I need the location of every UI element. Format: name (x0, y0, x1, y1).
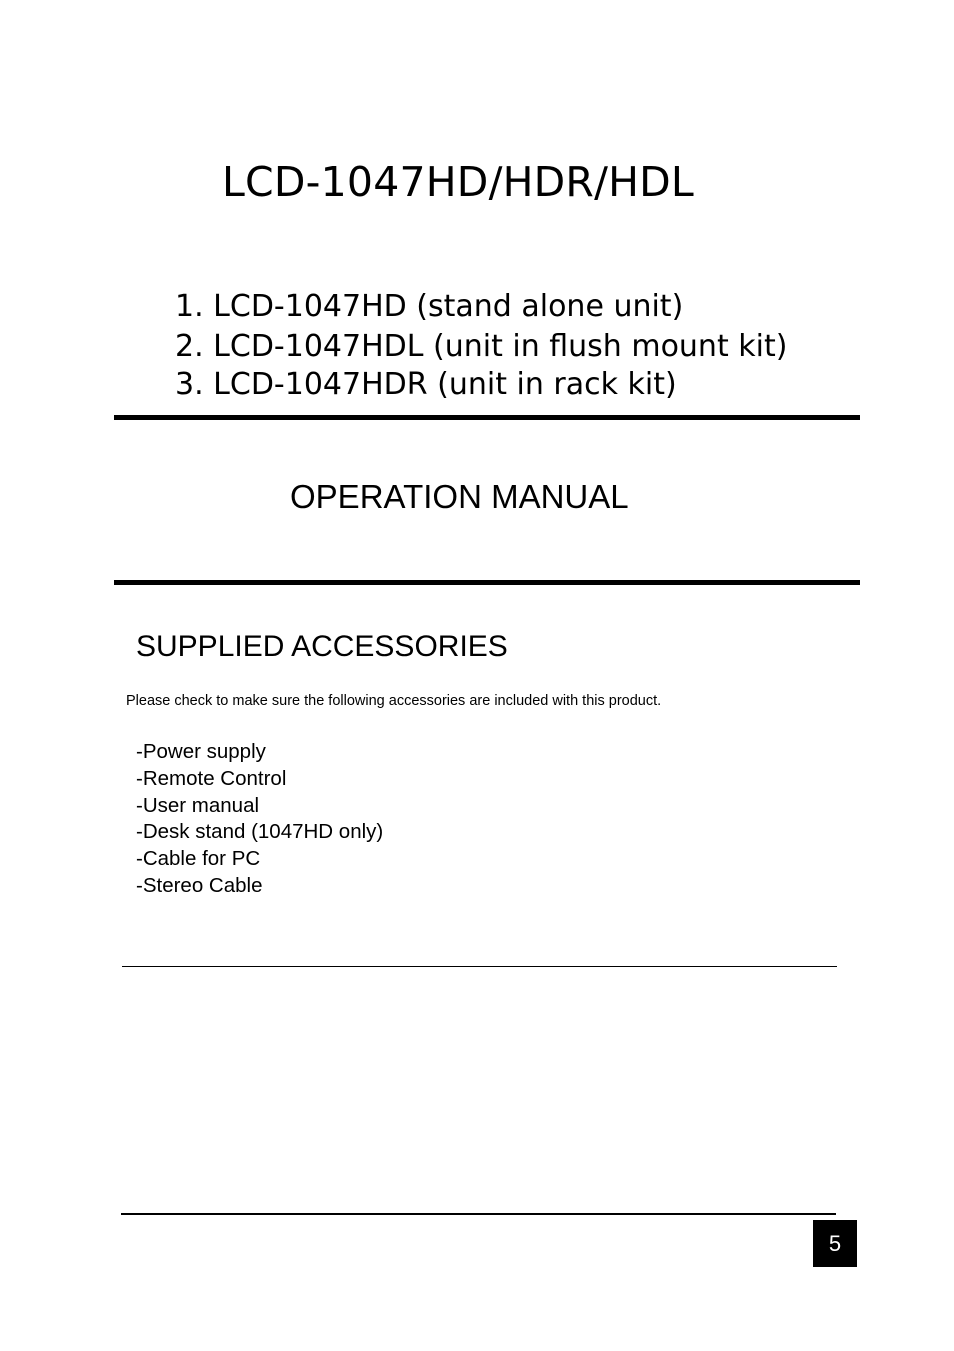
divider-thin (122, 966, 837, 967)
accessories-heading: SUPPLIED ACCESSORIES (136, 630, 508, 663)
accessories-list (136, 739, 383, 900)
accessories-note: Please check to make sure the following accessories are included with this product. (126, 693, 662, 709)
model-item-3: 3. LCD-1047HDR (unit in rack kit) (175, 367, 677, 402)
model-item-2: 2. LCD-1047HDL (unit in flush mount kit) (175, 329, 788, 364)
model-item-1: 1. LCD-1047HD (stand alone unit) (175, 289, 684, 324)
footer-divider (121, 1213, 836, 1215)
page-number: 5 (813, 1220, 857, 1267)
accessory-item: -Cable for PC (136, 847, 261, 871)
divider-thick-bottom (114, 580, 860, 585)
accessory-item: -Desk stand (1047HD only) (136, 820, 384, 844)
manual-heading: OPERATION MANUAL (290, 478, 629, 515)
document-title: LCD-1047HD/HDR/HDL (222, 158, 694, 206)
accessory-item: -Remote Control (136, 766, 287, 790)
divider-thick-top (114, 415, 860, 420)
accessory-item: -Stereo Cable (136, 873, 263, 897)
accessory-item: -User manual (136, 793, 260, 817)
accessory-item: -Power supply (136, 740, 266, 763)
